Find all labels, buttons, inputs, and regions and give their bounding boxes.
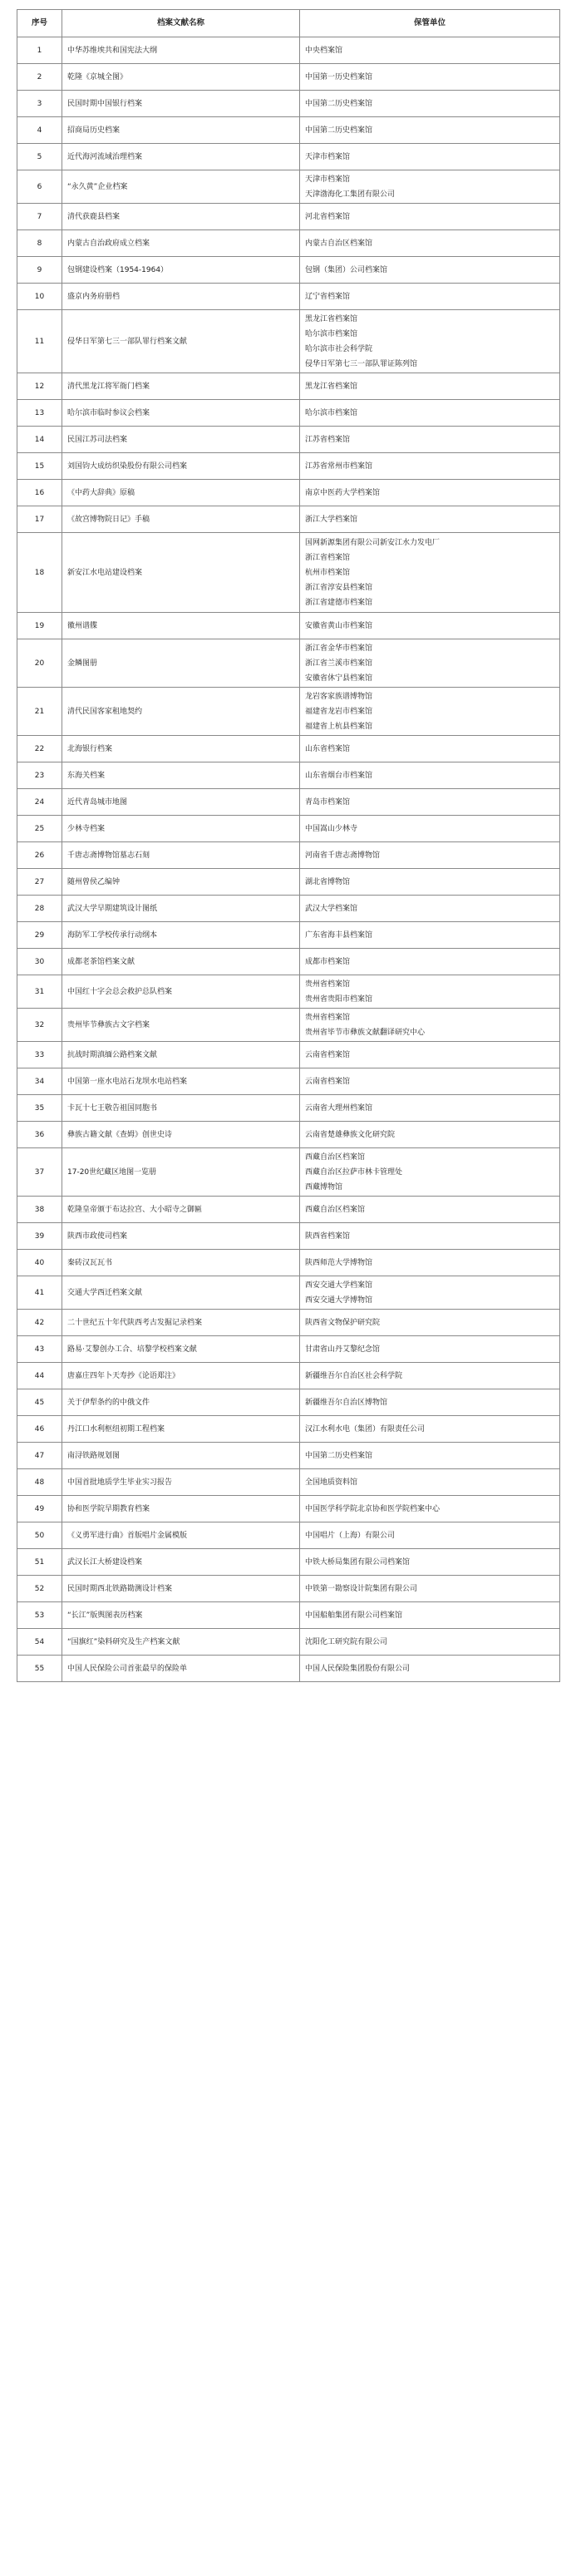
keeper-cell (300, 1549, 560, 1576)
keeper-cell (300, 736, 560, 762)
keeper-unit: 南京中医药大学档案馆 (305, 488, 381, 497)
archive-name: 中国第一座水电站石龙坝水电站档案 (62, 1068, 300, 1095)
table-row (17, 1095, 560, 1122)
keeper-cell (300, 1223, 560, 1250)
keeper-cell (300, 400, 560, 427)
keeper-unit: 青岛市档案馆 (305, 797, 351, 807)
keeper-cell (300, 1148, 560, 1197)
keeper-unit: 成都市档案馆 (305, 957, 351, 966)
row-number: 53 (17, 1602, 62, 1629)
row-number: 24 (17, 789, 62, 816)
keeper-cell (300, 1416, 560, 1443)
keeper-unit: 龙岩客家族谱博物馆 (305, 692, 373, 701)
table-row (17, 1496, 560, 1522)
keeper-unit: 全国地质资料馆 (305, 1478, 358, 1487)
row-number: 38 (17, 1197, 62, 1223)
keeper-unit: 福建省龙岩市档案馆 (305, 707, 373, 716)
row-number: 23 (17, 762, 62, 789)
table-row (17, 373, 560, 400)
keeper-cell (300, 117, 560, 144)
table-row (17, 1389, 560, 1416)
table-row (17, 869, 560, 896)
keeper-cell (300, 1602, 560, 1629)
keeper-cell (300, 91, 560, 117)
archive-name: 中国红十字会总会救护总队档案 (62, 975, 300, 1009)
keeper-unit: 广东省海丰县档案馆 (305, 930, 373, 940)
table-row (17, 427, 560, 453)
keeper-unit: 甘肃省山丹艾黎纪念馆 (305, 1345, 381, 1354)
keeper-cell (300, 506, 560, 533)
table-row (17, 91, 560, 117)
keeper-cell (300, 1336, 560, 1363)
keeper-cell (300, 1197, 560, 1223)
keeper-unit: 西安交通大学档案馆 (305, 1281, 373, 1290)
table-row (17, 400, 560, 427)
keeper-cell (300, 688, 560, 736)
archive-name: 秦砖汉瓦瓦书 (62, 1250, 300, 1276)
row-number: 20 (17, 639, 62, 688)
keeper-unit: 浙江大学档案馆 (305, 515, 358, 524)
archive-name: 清代民国客家租地契约 (62, 688, 300, 736)
keeper-unit: 西藏自治区档案馆 (305, 1205, 366, 1214)
archive-name: 《中药大辞典》原稿 (62, 480, 300, 506)
header-keeper: 保管单位 (300, 10, 560, 37)
table-row (17, 1443, 560, 1469)
keeper-cell (300, 310, 560, 373)
table-row (17, 1042, 560, 1068)
table-row (17, 1122, 560, 1148)
keeper-unit: 安徽省黄山市档案馆 (305, 621, 373, 630)
keeper-unit: 沈阳化工研究院有限公司 (305, 1637, 388, 1646)
archive-name: “国旗红”染料研究及生产档案文献 (62, 1629, 300, 1656)
row-number: 36 (17, 1122, 62, 1148)
archive-name: 彝族古籍文献《查姆》创世史诗 (62, 1122, 300, 1148)
row-number: 28 (17, 896, 62, 922)
keeper-unit: 云南省档案馆 (305, 1050, 351, 1059)
row-number: 5 (17, 144, 62, 170)
keeper-unit: 新疆维吾尔自治区社会科学院 (305, 1371, 403, 1380)
table-row (17, 204, 560, 230)
keeper-cell (300, 1068, 560, 1095)
keeper-cell (300, 170, 560, 204)
keeper-unit: 江苏省档案馆 (305, 435, 351, 444)
keeper-unit: 贵州省档案馆 (305, 1013, 351, 1022)
table-row (17, 1148, 560, 1197)
archive-name: 少林寺档案 (62, 816, 300, 842)
keeper-cell (300, 949, 560, 975)
table-row (17, 480, 560, 506)
keeper-unit: 福建省上杭县档案馆 (305, 722, 373, 731)
table-row (17, 975, 560, 1009)
keeper-cell (300, 1276, 560, 1310)
keeper-unit: 侵华日军第七三一部队罪证陈列馆 (305, 359, 418, 368)
row-number: 13 (17, 400, 62, 427)
archive-name: 侵华日军第七三一部队罪行档案文献 (62, 310, 300, 373)
row-number: 6 (17, 170, 62, 204)
table-row (17, 37, 560, 64)
keeper-cell (300, 144, 560, 170)
archive-name: 抗战时期滇缅公路档案文献 (62, 1042, 300, 1068)
keeper-unit: 哈尔滨市社会科学院 (305, 344, 373, 353)
row-number: 2 (17, 64, 62, 91)
keeper-unit: 武汉大学档案馆 (305, 904, 358, 913)
table-row (17, 1363, 560, 1389)
keeper-unit: 中国第一历史档案馆 (305, 72, 373, 81)
row-number: 54 (17, 1629, 62, 1656)
keeper-cell (300, 922, 560, 949)
archive-name: “永久黄”企业档案 (62, 170, 300, 204)
archive-name: 乾隆皇帝颁于布达拉宫、大小昭寺之御匾 (62, 1197, 300, 1223)
archive-name: 哈尔滨市临时参议会档案 (62, 400, 300, 427)
keeper-unit: 中国第二历史档案馆 (305, 126, 373, 135)
archive-list-table (17, 9, 560, 1682)
archive-name: 中国人民保险公司首张最早的保险单 (62, 1656, 300, 1682)
archive-name: 民国江苏司法档案 (62, 427, 300, 453)
archive-name: 交通大学西迁档案文献 (62, 1276, 300, 1310)
table-row (17, 257, 560, 284)
table-row (17, 533, 560, 613)
keeper-unit: 包钢（集团）公司档案馆 (305, 265, 388, 274)
keeper-cell (300, 204, 560, 230)
row-number: 17 (17, 506, 62, 533)
keeper-cell (300, 1443, 560, 1469)
archive-name: 二十世纪五十年代陕西考古发掘记录档案 (62, 1310, 300, 1336)
keeper-cell (300, 427, 560, 453)
archive-name: 民国时期西北铁路勘测设计档案 (62, 1576, 300, 1602)
keeper-cell (300, 1469, 560, 1496)
keeper-unit: 中国船舶集团有限公司档案馆 (305, 1611, 403, 1620)
keeper-cell (300, 1656, 560, 1682)
table-row (17, 170, 560, 204)
table-row (17, 1602, 560, 1629)
keeper-unit: 天津渤海化工集团有限公司 (305, 190, 396, 199)
row-number: 11 (17, 310, 62, 373)
row-number: 43 (17, 1336, 62, 1363)
keeper-cell (300, 1363, 560, 1389)
archive-name: 武汉大学早期建筑设计图纸 (62, 896, 300, 922)
archive-name: 金鳞图册 (62, 639, 300, 688)
row-number: 37 (17, 1148, 62, 1197)
keeper-unit: 山东省烟台市档案馆 (305, 771, 373, 780)
keeper-unit: 国网新源集团有限公司新安江水力发电厂 (305, 538, 441, 547)
row-number: 49 (17, 1496, 62, 1522)
row-number: 52 (17, 1576, 62, 1602)
archive-name: 新安江水电站建设档案 (62, 533, 300, 613)
archive-name: 《义勇军进行曲》首版唱片金属模版 (62, 1522, 300, 1549)
table-body (17, 37, 560, 1682)
table-row (17, 1656, 560, 1682)
keeper-cell (300, 257, 560, 284)
row-number: 33 (17, 1042, 62, 1068)
keeper-cell (300, 1250, 560, 1276)
table-row (17, 639, 560, 688)
keeper-unit: 杭州市档案馆 (305, 568, 351, 577)
archive-name: 刘国钧大成纺织染股份有限公司档案 (62, 453, 300, 480)
archive-name: 东海关档案 (62, 762, 300, 789)
row-number: 46 (17, 1416, 62, 1443)
keeper-unit: 陕西省文物保护研究院 (305, 1318, 381, 1327)
table-row (17, 1336, 560, 1363)
table-row (17, 1549, 560, 1576)
row-number: 7 (17, 204, 62, 230)
row-number: 16 (17, 480, 62, 506)
keeper-cell (300, 37, 560, 64)
keeper-cell (300, 613, 560, 639)
table-row (17, 453, 560, 480)
archive-name: 关于伊犁条约的中俄文件 (62, 1389, 300, 1416)
row-number: 9 (17, 257, 62, 284)
archive-name: 内蒙古自治政府成立档案 (62, 230, 300, 257)
archive-name: 贵州毕节彝族古文字档案 (62, 1009, 300, 1042)
keeper-unit: 新疆维吾尔自治区博物馆 (305, 1398, 388, 1407)
keeper-unit: 黑龙江省档案馆 (305, 382, 358, 391)
archive-name: 协和医学院早期教育档案 (62, 1496, 300, 1522)
table-row (17, 842, 560, 869)
keeper-unit: 内蒙古自治区档案馆 (305, 239, 373, 248)
keeper-unit: 天津市档案馆 (305, 175, 351, 184)
row-number: 34 (17, 1068, 62, 1095)
keeper-unit: 浙江省建德市档案馆 (305, 598, 373, 607)
keeper-cell (300, 230, 560, 257)
table-row (17, 284, 560, 310)
row-number: 3 (17, 91, 62, 117)
keeper-unit: 中国第二历史档案馆 (305, 99, 373, 108)
header-num: 序号 (17, 10, 62, 37)
row-number: 12 (17, 373, 62, 400)
table-row (17, 1276, 560, 1310)
keeper-cell (300, 975, 560, 1009)
archive-name: 盛京内务府册档 (62, 284, 300, 310)
row-number: 41 (17, 1276, 62, 1310)
archive-name: 近代青岛城市地图 (62, 789, 300, 816)
archive-name: 陕西市政使司档案 (62, 1223, 300, 1250)
keeper-unit: 中国人民保险集团股份有限公司 (305, 1664, 411, 1673)
archive-name: 近代海河流域治理档案 (62, 144, 300, 170)
archive-name: 随州曾侯乙编钟 (62, 869, 300, 896)
keeper-unit: 辽宁省档案馆 (305, 292, 351, 301)
row-number: 27 (17, 869, 62, 896)
archive-name: 招商局历史档案 (62, 117, 300, 144)
table-row (17, 1250, 560, 1276)
row-number: 47 (17, 1443, 62, 1469)
archive-name: 中华苏维埃共和国宪法大纲 (62, 37, 300, 64)
keeper-unit: 湖北省博物馆 (305, 877, 351, 886)
keeper-cell (300, 1389, 560, 1416)
table-row (17, 736, 560, 762)
keeper-unit: 中国嵩山少林寺 (305, 824, 358, 833)
table-header-row (17, 10, 560, 37)
archive-name: 包钢建设档案（1954-1964） (62, 257, 300, 284)
row-number: 42 (17, 1310, 62, 1336)
keeper-unit: 云南省楚雄彝族文化研究院 (305, 1130, 396, 1139)
row-number: 39 (17, 1223, 62, 1250)
row-number: 32 (17, 1009, 62, 1042)
keeper-unit: 河北省档案馆 (305, 212, 351, 221)
row-number: 18 (17, 533, 62, 613)
keeper-unit: 西藏自治区拉萨市林卡管理处 (305, 1167, 403, 1177)
row-number: 10 (17, 284, 62, 310)
table-row (17, 1223, 560, 1250)
row-number: 26 (17, 842, 62, 869)
keeper-unit: 哈尔滨市档案馆 (305, 329, 358, 338)
keeper-cell (300, 869, 560, 896)
keeper-unit: 云南省大理州档案馆 (305, 1103, 373, 1113)
keeper-unit: 中国医学科学院北京协和医学院档案中心 (305, 1504, 441, 1513)
keeper-cell (300, 1629, 560, 1656)
archive-name: 南浔铁路规划图 (62, 1443, 300, 1469)
row-number: 1 (17, 37, 62, 64)
table-row (17, 816, 560, 842)
keeper-unit: 江苏省常州市档案馆 (305, 461, 373, 471)
archive-name: 海防军工学校传承行动纲本 (62, 922, 300, 949)
row-number: 30 (17, 949, 62, 975)
keeper-cell (300, 1042, 560, 1068)
row-number: 44 (17, 1363, 62, 1389)
keeper-cell (300, 1009, 560, 1042)
archive-name: 徽州谱牒 (62, 613, 300, 639)
keeper-unit: 中铁大桥局集团有限公司档案馆 (305, 1557, 411, 1567)
keeper-cell (300, 1310, 560, 1336)
keeper-cell (300, 453, 560, 480)
table-row (17, 922, 560, 949)
keeper-cell (300, 816, 560, 842)
row-number: 22 (17, 736, 62, 762)
row-number: 19 (17, 613, 62, 639)
table-row (17, 310, 560, 373)
keeper-cell (300, 64, 560, 91)
archive-name: 民国时期中国银行档案 (62, 91, 300, 117)
archive-name: 中国首批地质学生毕业实习报告 (62, 1469, 300, 1496)
keeper-unit: 贵州省贵阳市档案馆 (305, 994, 373, 1004)
keeper-unit: 中央档案馆 (305, 46, 343, 55)
table-row (17, 230, 560, 257)
table-row (17, 1629, 560, 1656)
keeper-unit: 西藏自治区档案馆 (305, 1152, 366, 1162)
archive-name: 丹江口水利枢纽初期工程档案 (62, 1416, 300, 1443)
keeper-unit: 贵州省毕节市彝族文献翻译研究中心 (305, 1028, 426, 1037)
table-row (17, 1522, 560, 1549)
row-number: 15 (17, 453, 62, 480)
keeper-cell (300, 533, 560, 613)
archive-name: 卡瓦十七王敬告祖国同胞书 (62, 1095, 300, 1122)
table-row (17, 1469, 560, 1496)
row-number: 35 (17, 1095, 62, 1122)
archive-name: 《故宫博物院日记》手稿 (62, 506, 300, 533)
archive-name: 武汉长江大桥建设档案 (62, 1549, 300, 1576)
table-row (17, 1576, 560, 1602)
keeper-unit: 汉江水利水电（集团）有限责任公司 (305, 1424, 426, 1434)
keeper-cell (300, 762, 560, 789)
row-number: 14 (17, 427, 62, 453)
row-number: 31 (17, 975, 62, 1009)
row-number: 25 (17, 816, 62, 842)
row-number: 50 (17, 1522, 62, 1549)
keeper-cell (300, 1496, 560, 1522)
table-row (17, 144, 560, 170)
archive-list-sheet (17, 9, 559, 1682)
table-row (17, 506, 560, 533)
row-number: 21 (17, 688, 62, 736)
keeper-unit: 浙江省淳安县档案馆 (305, 583, 373, 592)
archive-name: 乾隆《京城全图》 (62, 64, 300, 91)
row-number: 45 (17, 1389, 62, 1416)
table-row (17, 117, 560, 144)
keeper-cell (300, 480, 560, 506)
row-number: 8 (17, 230, 62, 257)
archive-name: 清代获鹿县档案 (62, 204, 300, 230)
table-row (17, 896, 560, 922)
archive-name: 唐嘉庄四年卜天寿抄《论语郑注》 (62, 1363, 300, 1389)
table-row (17, 762, 560, 789)
keeper-cell (300, 1576, 560, 1602)
keeper-cell (300, 842, 560, 869)
keeper-cell (300, 896, 560, 922)
keeper-unit: 浙江省兰溪市档案馆 (305, 659, 373, 668)
keeper-unit: 河南省千唐志斋博物馆 (305, 851, 381, 860)
keeper-unit: 中国唱片（上海）有限公司 (305, 1531, 396, 1540)
table-row (17, 789, 560, 816)
table-row (17, 1310, 560, 1336)
table-row (17, 1009, 560, 1042)
archive-name: 路易·艾黎创办工合、培黎学校档案文献 (62, 1336, 300, 1363)
row-number: 55 (17, 1656, 62, 1682)
row-number: 48 (17, 1469, 62, 1496)
keeper-unit: 西安交通大学博物馆 (305, 1295, 373, 1305)
keeper-cell (300, 1522, 560, 1549)
archive-name: 千唐志斋博物馆墓志石刻 (62, 842, 300, 869)
keeper-unit: 中铁第一勘察设计院集团有限公司 (305, 1584, 418, 1593)
keeper-cell (300, 1095, 560, 1122)
keeper-unit: 陕西师范大学博物馆 (305, 1258, 373, 1267)
keeper-unit: 西藏博物馆 (305, 1182, 343, 1192)
keeper-cell (300, 1122, 560, 1148)
keeper-unit: 山东省档案馆 (305, 744, 351, 753)
keeper-cell (300, 373, 560, 400)
archive-name: 北海银行档案 (62, 736, 300, 762)
keeper-unit: 云南省档案馆 (305, 1077, 351, 1086)
keeper-unit: 浙江省金华市档案馆 (305, 644, 373, 653)
keeper-unit: 天津市档案馆 (305, 152, 351, 161)
row-number: 29 (17, 922, 62, 949)
keeper-unit: 陕西省档案馆 (305, 1231, 351, 1241)
table-row (17, 688, 560, 736)
table-row (17, 64, 560, 91)
keeper-unit: 哈尔滨市档案馆 (305, 408, 358, 417)
header-name: 档案文献名称 (62, 10, 300, 37)
archive-name: “长江”版舆图表历档案 (62, 1602, 300, 1629)
keeper-unit: 黑龙江省档案馆 (305, 314, 358, 323)
archive-name: 成都老茶馆档案文献 (62, 949, 300, 975)
table-row (17, 949, 560, 975)
table-row (17, 1068, 560, 1095)
keeper-unit: 浙江省档案馆 (305, 553, 351, 562)
table-row (17, 1416, 560, 1443)
keeper-cell (300, 284, 560, 310)
table-row (17, 613, 560, 639)
row-number: 4 (17, 117, 62, 144)
keeper-cell (300, 639, 560, 688)
row-number: 40 (17, 1250, 62, 1276)
keeper-cell (300, 789, 560, 816)
table-row (17, 1197, 560, 1223)
keeper-unit: 贵州省档案馆 (305, 980, 351, 989)
archive-name: 17-20世纪藏区地图一览册 (62, 1148, 300, 1197)
keeper-unit: 中国第二历史档案馆 (305, 1451, 373, 1460)
keeper-unit: 安徽省休宁县档案馆 (305, 674, 373, 683)
archive-name: 清代黑龙江将军衙门档案 (62, 373, 300, 400)
row-number: 51 (17, 1549, 62, 1576)
